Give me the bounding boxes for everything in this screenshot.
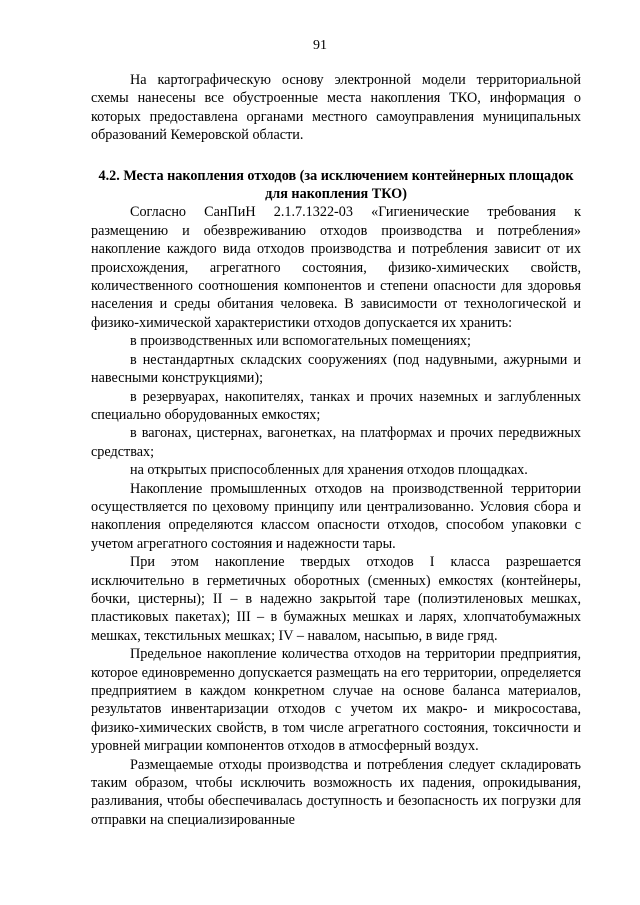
paragraph-storage: Размещаемые отходы производства и потребления следует складировать таким образом, чтобы исключить возможность их падения, опрокидывания, разливания, чтобы обеспечивалась доступность и безопасность их погрузки для отправки на специализированные bbox=[91, 756, 581, 828]
list-item: в нестандартных складских сооружениях (под надувными, ажурными и навесными конструкциями); bbox=[91, 351, 581, 387]
list-item: в резервуарах, накопителях, танках и прочих наземных и заглубленных специально оборудованных емкостях; bbox=[91, 388, 581, 423]
paragraph-limit-accumulation: Предельное накопление количества отходов на территории предприятия, которое единовременно допускается размещать на его территории, определяется предприятием в каждом конкретном случае на основе баланса материалов, результатов инвентаризации отходов с учетом их макро- и микросостава, физико-химических свойств, в том числе агрегатного состояния, токсичности и уровней миграции компонентов отходов в атмосферный воздух. bbox=[91, 646, 581, 755]
paragraph-industrial-waste: Накопление промышленных отходов на производственной территории осуществляется по цеховому принципу или централизованно. Условия сбора и накопления определяются классом опасности отходов, способом упаковки с учетом агрегатного состояния и надежности тары. bbox=[91, 480, 581, 552]
section-heading: 4.2. Места накопления отходов (за исключением контейнерных площадок для накопления ТКО) bbox=[98, 167, 574, 203]
paragraph-hazard-classes: При этом накопление твердых отходов I класса разрешается исключительно в герметичных оборотных (сменных) емкостях (контейнеры, бочки, цистерны); II – в надежно закрытой таре (полиэтиленовых мешках, пластиковых пакетах); III – в бумажных мешках и ларях, хлопчатобумажных мешках, текстильных мешках; IV – навалом, насыпью, в виде гряд. bbox=[91, 554, 581, 644]
paragraph-sanpin: Согласно СанПиН 2.1.7.1322-03 «Гигиенические требования к размещению и обезвреживанию отходов производства и потребления» накопление каждого вида отходов производства и потребления зависит от их происхождения, агрегатного состояния, физико-химических свойств, количественного соотношения компонентов и степени опасности для здоровья населения и среды обитания человека. В зависимости от технологической и физико-химической характеристики отходов допускается их хранить: bbox=[91, 204, 581, 331]
list-item: в производственных или вспомогательных помещениях; bbox=[130, 333, 471, 350]
page-number: 91 bbox=[313, 38, 327, 53]
list-item: на открытых приспособленных для хранения отходов площадках. bbox=[130, 462, 528, 479]
list-item: в вагонах, цистернах, вагонетках, на платформах и прочих передвижных средствах; bbox=[91, 425, 581, 460]
intro-paragraph: На картографическую основу электронной модели территориальной схемы нанесены все обустроенные места накопления ТКО, информация о которых предоставлена органами местного самоуправления муниципальных образований Кемеровской области. bbox=[91, 72, 581, 144]
document-body bbox=[91, 71, 581, 829]
